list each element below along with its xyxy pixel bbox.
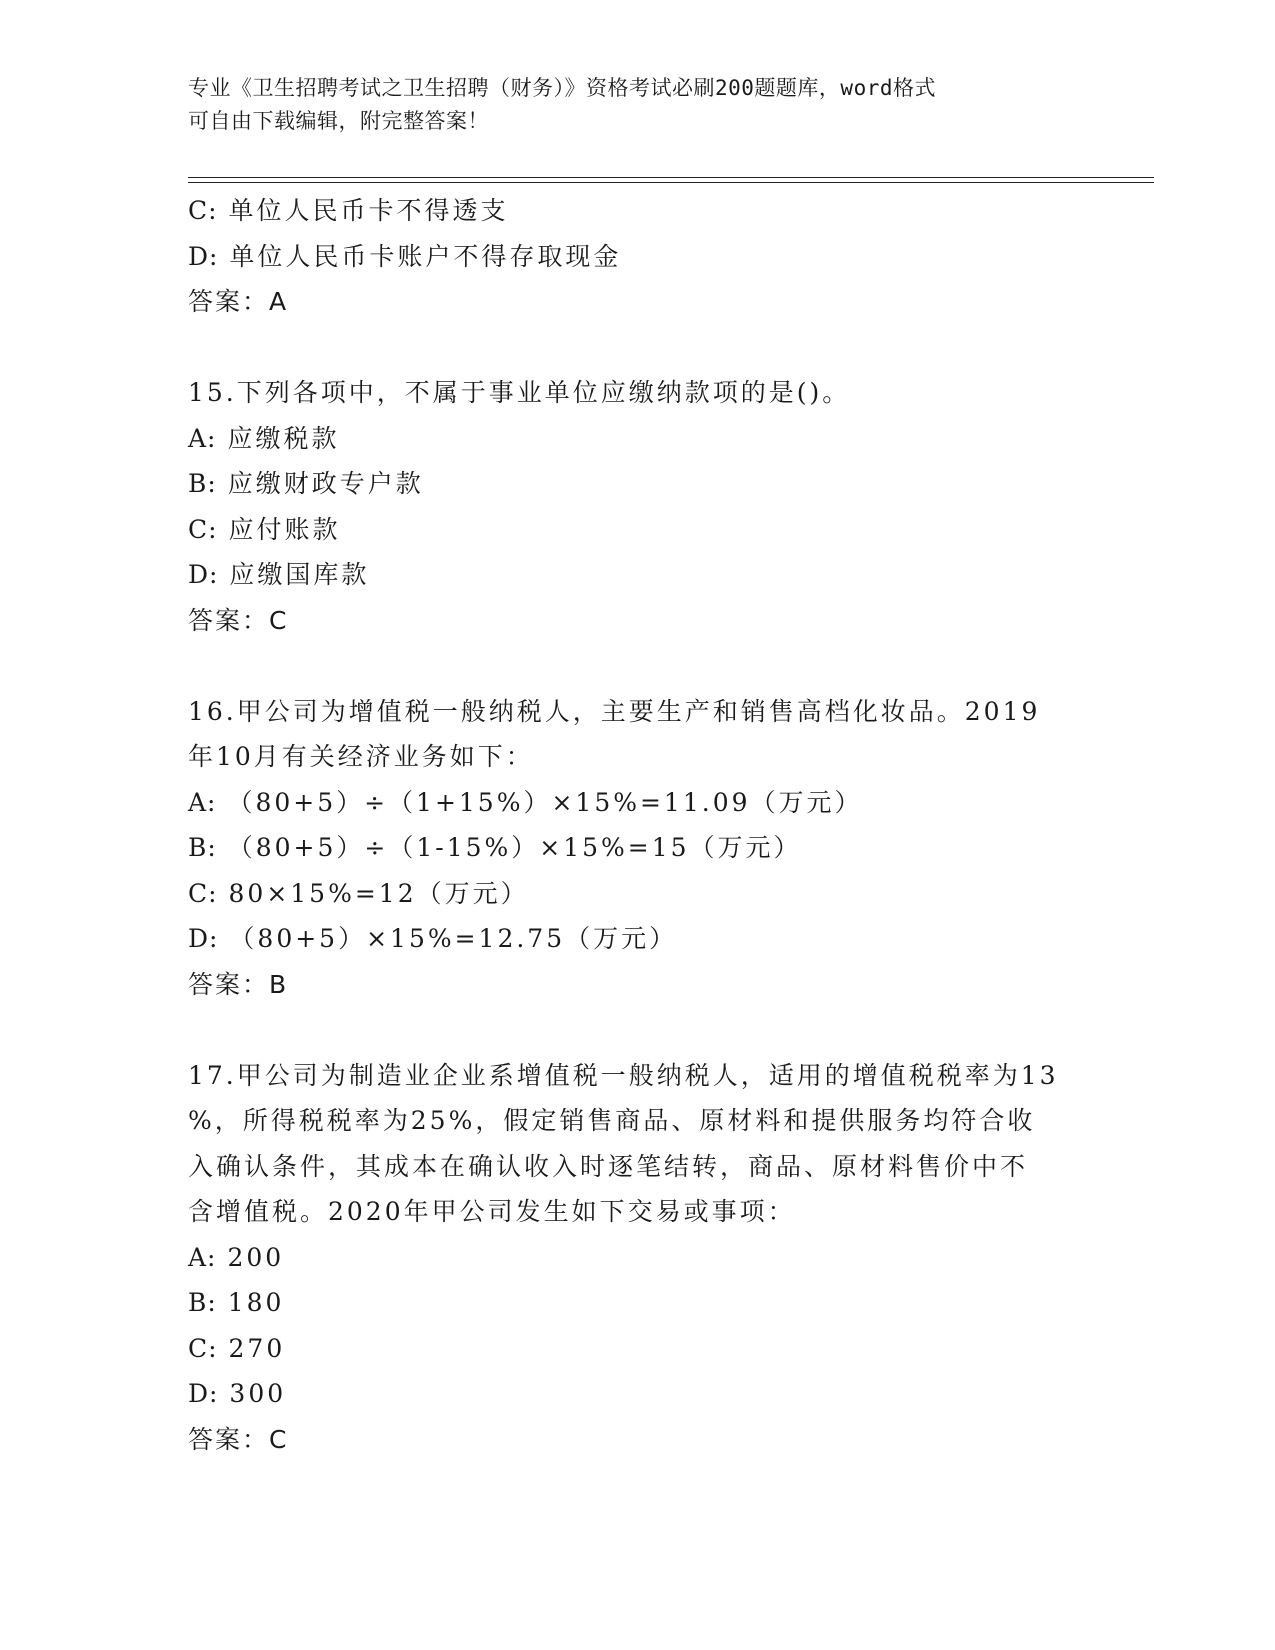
header-line-2: 可自由下载编辑，附完整答案！ [188, 109, 489, 133]
question-block-15 [188, 370, 1088, 643]
spacer [188, 1007, 1088, 1053]
question-block-prev [188, 188, 1088, 325]
option-c: C: 单位人民币卡不得透支 [188, 196, 509, 225]
header-divider-top [188, 177, 1154, 178]
question-stem: 16.甲公司为增值税一般纳税人，主要生产和销售高档化妆品。2019 [188, 696, 1041, 726]
option-b: B: （80+5）÷（1-15%）×15%=15（万元） [188, 833, 802, 862]
question-block-17 [188, 1053, 1088, 1463]
question-stem-continued: 年10月有关经济业务如下： [188, 742, 534, 771]
question-stem-continued: 含增值税。2020年甲公司发生如下交易或事项： [188, 1197, 796, 1226]
option-a: A: 应缴税款 [188, 423, 340, 453]
option-b: B: 180 [188, 1288, 285, 1317]
header-line-1: 专业《卫生招聘考试之卫生招聘（财务）》资格考试必刷200题题库，word格式 [188, 76, 936, 100]
document-header [188, 72, 1068, 138]
header-divider-bottom [188, 182, 1154, 183]
answer-line: 答案：C [188, 1424, 289, 1454]
answer-line: 答案：C [188, 605, 289, 635]
option-b: B: 应缴财政专户款 [188, 469, 424, 498]
option-d: D: （80+5）×15%=12.75（万元） [188, 924, 678, 953]
option-c: C: 应付账款 [188, 514, 341, 544]
question-block-16 [188, 689, 1088, 1008]
spacer [188, 325, 1088, 371]
answer-line: 答案：A [188, 287, 289, 316]
option-a: A: 200 [188, 1242, 285, 1272]
option-a: A: （80+5）÷（1+15%）×15%=11.09（万元） [188, 787, 863, 817]
question-stem-continued: 入确认条件，其成本在确认收入时逐笔结转，商品、原材料售价中不 [188, 1151, 1029, 1181]
option-d: D: 单位人民币卡账户不得存取现金 [188, 241, 622, 271]
option-c: C: 270 [188, 1333, 286, 1363]
option-c: C: 80×15%=12（万元） [188, 878, 529, 908]
question-stem-continued: %，所得税税率为25%，假定销售商品、原材料和提供服务均符合收 [188, 1106, 1036, 1135]
question-stem: 15.下列各项中，不属于事业单位应缴纳款项的是()。 [188, 378, 851, 407]
question-stem: 17.甲公司为制造业企业系增值税一般纳税人，适用的增值税税率为13 [188, 1060, 1059, 1090]
option-d: D: 应缴国库款 [188, 560, 370, 589]
spacer [188, 643, 1088, 689]
document-body [188, 188, 1088, 1462]
answer-line: 答案：B [188, 969, 289, 999]
option-d: D: 300 [188, 1379, 287, 1408]
